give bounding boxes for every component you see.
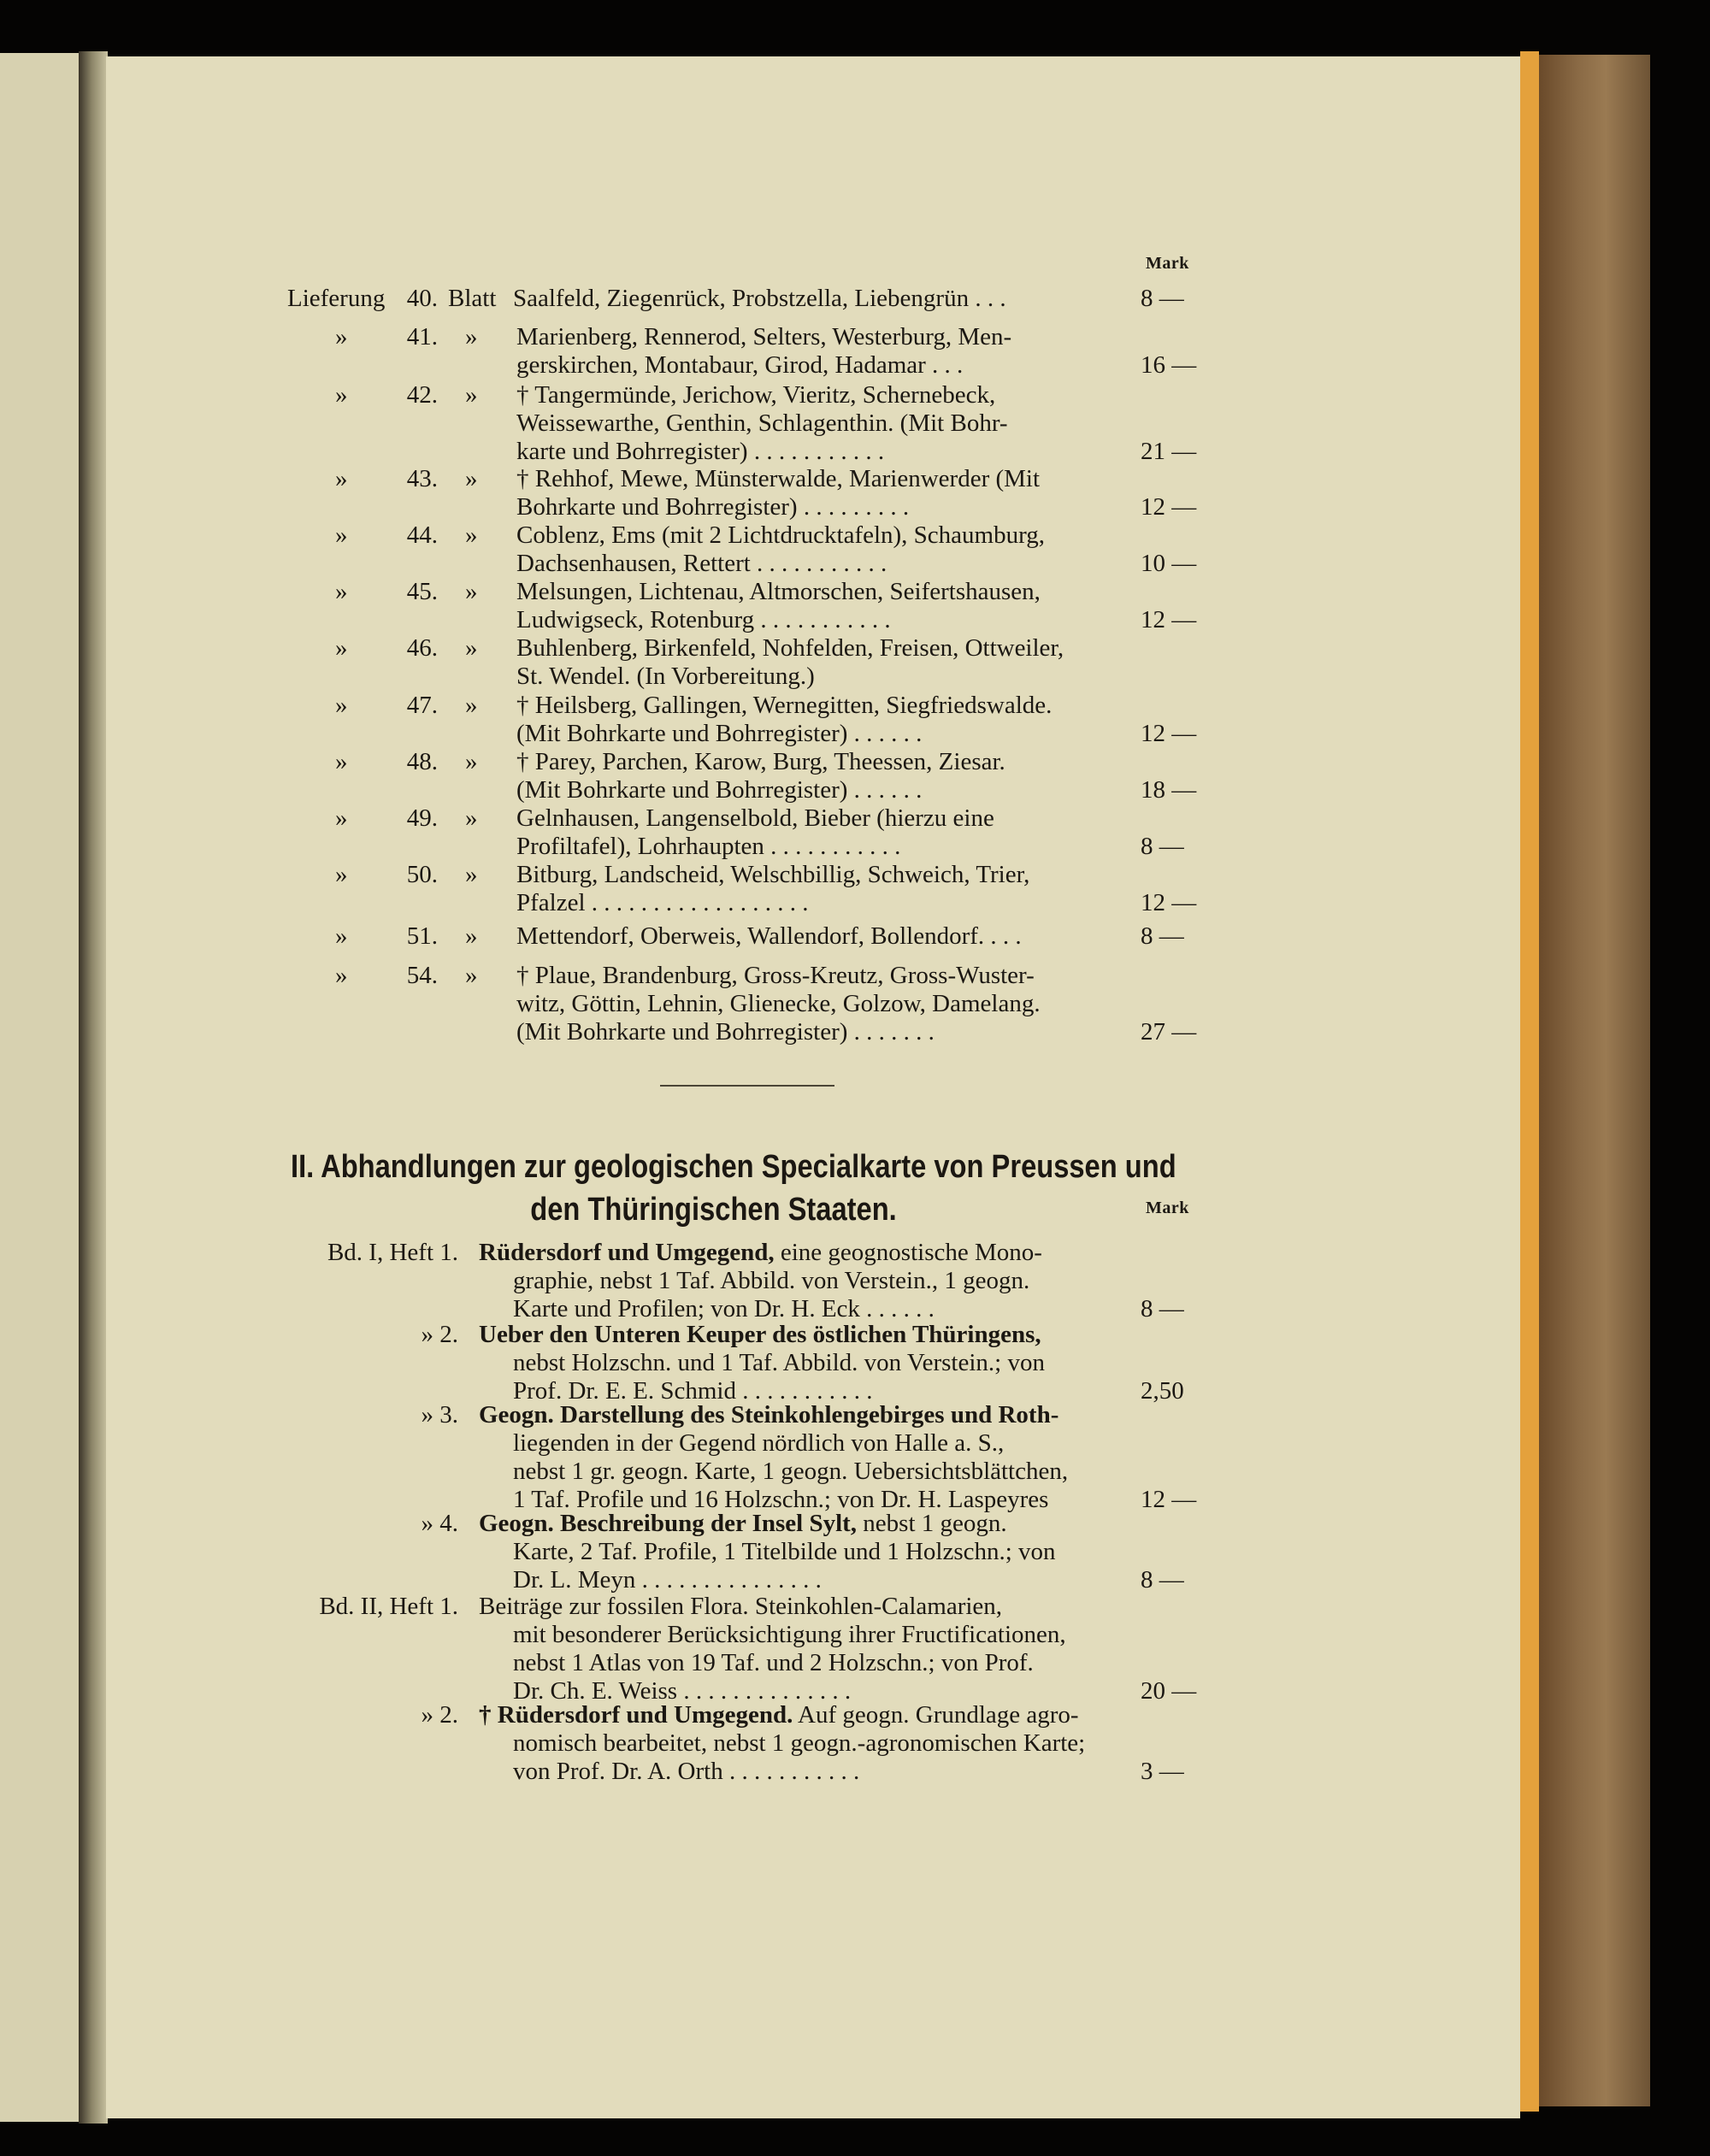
entry-text-line: Saalfeld, Ziegenrück, Probstzella, Liebengrün . . . bbox=[513, 285, 1006, 312]
book-cover-edge bbox=[1539, 55, 1650, 2106]
entry-text bbox=[479, 1401, 1129, 1514]
entry-text-line-content: graphie, nebst 1 Taf. Abbild. von Verstein., 1 geogn. bbox=[513, 1267, 1030, 1294]
entry-label: » bbox=[335, 521, 348, 549]
entry-label: » bbox=[335, 465, 348, 492]
entry-sheet-label: » bbox=[465, 748, 478, 775]
entry-text-line-content: nebst 1 gr. geogn. Karte, 1 geogn. Uebersichtsblättchen, bbox=[513, 1458, 1069, 1485]
entry-text-line: Bohrkarte und Bohrregister) . . . . . . . . . bbox=[516, 493, 910, 521]
page-edge-orange bbox=[1520, 51, 1539, 2112]
entry-text-line: Marienberg, Rennerod, Selters, Westerburg, Men- bbox=[516, 323, 1012, 350]
entry-label: » 4. bbox=[421, 1510, 458, 1537]
entry-sheet-label: » bbox=[465, 381, 478, 409]
mark-column-header-2: Mark bbox=[1146, 1199, 1189, 1217]
entry-label: » 3. bbox=[421, 1401, 458, 1428]
entry-title-bold: Geogn. Beschreibung der Insel Sylt, bbox=[479, 1510, 858, 1537]
entry-text-line: † Heilsberg, Gallingen, Wernegitten, Siegfriedswalde. bbox=[516, 692, 1053, 719]
entry-text-line bbox=[479, 1701, 1129, 1729]
entry-text bbox=[513, 285, 1113, 313]
entry-number: 47. bbox=[406, 692, 438, 719]
entry-sheet-label: » bbox=[465, 962, 478, 989]
entry-text-line bbox=[479, 1729, 1129, 1758]
entry-text-line-content: Auf geogn. Grundlage agro- bbox=[798, 1701, 1079, 1729]
entry-title-bold: Geogn. Darstellung des Steinkohlengebirges und Roth- bbox=[479, 1401, 1059, 1428]
entry-sheet-label: » bbox=[465, 521, 478, 549]
entry-text-line bbox=[479, 1538, 1129, 1566]
entry-text-line-content: mit besonderer Berücksichtigung ihrer Fructificationen, bbox=[513, 1621, 1066, 1648]
entry-sheet-label: » bbox=[465, 692, 478, 719]
entry-text-line bbox=[479, 1349, 1129, 1377]
entry-text-line: gerskirchen, Montabaur, Girod, Hadamar . . . bbox=[516, 351, 964, 379]
entry-sheet-label: » bbox=[465, 861, 478, 888]
entry-text-line-content: 1 Taf. Profile und 16 Holzschn.; von Dr. H. Laspeyres bbox=[513, 1486, 1049, 1513]
entry-text-line-content: nomisch bearbeitet, nebst 1 geogn.-agronomischen Karte; bbox=[513, 1729, 1086, 1757]
entry-price: 16 — bbox=[1141, 351, 1197, 379]
entry-text bbox=[479, 1593, 1129, 1705]
entry-text-line: St. Wendel. (In Vorbereitung.) bbox=[516, 663, 815, 690]
entry-text-line: (Mit Bohrkarte und Bohrregister) . . . . . . bbox=[516, 776, 923, 804]
entry-label: » bbox=[335, 922, 348, 950]
entry-price: 20 — bbox=[1141, 1677, 1197, 1705]
entry-label: » bbox=[335, 323, 348, 350]
entry-number: 41. bbox=[406, 323, 438, 350]
entry-text-line: Coblenz, Ems (mit 2 Lichtdrucktafeln), Schaumburg, bbox=[516, 521, 1045, 549]
entry-label: » 2. bbox=[421, 1701, 458, 1729]
entry-price: 3 — bbox=[1141, 1758, 1184, 1785]
entry-text bbox=[516, 465, 1117, 521]
entry-label: » bbox=[335, 578, 348, 605]
entry-text-line: Profiltafel), Lohrhaupten . . . . . . . . . . . bbox=[516, 833, 901, 860]
entry-text bbox=[516, 962, 1117, 1046]
entry-text-line: † Tangermünde, Jerichow, Vieritz, Schernebeck, bbox=[516, 381, 996, 409]
entry-number: 54. bbox=[406, 962, 438, 989]
entry-number: 42. bbox=[406, 381, 438, 409]
heading-line-2: den Thüringischen Staaten. bbox=[530, 1192, 897, 1228]
entry-text bbox=[516, 381, 1117, 466]
entry-label: » bbox=[335, 692, 348, 719]
entry-text-line bbox=[479, 1239, 1129, 1267]
entry-text bbox=[516, 634, 1117, 691]
entry-number: 40. bbox=[406, 285, 438, 312]
entry-text-line: Ludwigseck, Rotenburg . . . . . . . . . . . bbox=[516, 606, 891, 633]
entry-price: 18 — bbox=[1141, 776, 1197, 804]
entry-text-line-content: nebst Holzschn. und 1 Taf. Abbild. von Verstein.; von bbox=[513, 1349, 1045, 1376]
entry-text-line bbox=[479, 1621, 1129, 1649]
entry-label: Bd. I, Heft 1. bbox=[327, 1239, 458, 1266]
entry-text-line bbox=[479, 1510, 1129, 1538]
entry-text-line-content: eine geognostische Mono- bbox=[780, 1239, 1042, 1266]
entry-text bbox=[516, 323, 1117, 380]
entry-text bbox=[516, 748, 1117, 804]
entry-text-line-content: Beiträge zur fossilen Flora. Steinkohlen-Calamarien, bbox=[479, 1593, 1003, 1620]
entry-text-line: Dachsenhausen, Rettert . . . . . . . . . . . bbox=[516, 550, 887, 577]
entry-label: Bd. II, Heft 1. bbox=[319, 1593, 458, 1620]
entry-text-line: Melsungen, Lichtenau, Altmorschen, Seifertshausen, bbox=[516, 578, 1041, 605]
entry-text-line: Weissewarthe, Genthin, Schlagenthin. (Mit Bohr- bbox=[516, 409, 1008, 437]
entry-text-line-content: Dr. Ch. E. Weiss . . . . . . . . . . . . . . bbox=[513, 1677, 852, 1705]
entry-number: 48. bbox=[406, 748, 438, 775]
entry-text-line-content: von Prof. Dr. A. Orth . . . . . . . . . . . bbox=[513, 1758, 860, 1785]
entry-text bbox=[479, 1510, 1129, 1594]
entry-text-line bbox=[479, 1593, 1129, 1621]
entry-text-line: witz, Göttin, Lehnin, Glienecke, Golzow, Damelang. bbox=[516, 990, 1041, 1017]
entry-text-line: Bitburg, Landscheid, Welschbillig, Schweich, Trier, bbox=[516, 861, 1030, 888]
entry-price: 8 — bbox=[1141, 922, 1184, 950]
entry-text-line bbox=[479, 1321, 1129, 1349]
entry-price: 12 — bbox=[1141, 889, 1197, 916]
entry-number: 49. bbox=[406, 804, 438, 832]
entry-price: 2,50 bbox=[1141, 1377, 1184, 1405]
entry-text-line-content: Karte und Profilen; von Dr. H. Eck . . . . . . bbox=[513, 1295, 935, 1322]
entry-text-line: Gelnhausen, Langenselbold, Bieber (hierzu eine bbox=[516, 804, 994, 832]
entry-text-line bbox=[479, 1566, 1129, 1594]
entry-sheet-label: » bbox=[465, 634, 478, 662]
entry-number: 45. bbox=[406, 578, 438, 605]
entry-number: 46. bbox=[406, 634, 438, 662]
entry-text bbox=[516, 922, 1117, 951]
entry-title-bold: Rüdersdorf und Umgegend, bbox=[479, 1239, 775, 1266]
entry-number: 50. bbox=[406, 861, 438, 888]
entry-text bbox=[516, 521, 1117, 578]
entry-sheet-label: » bbox=[465, 578, 478, 605]
entry-price: 27 — bbox=[1141, 1018, 1197, 1046]
entry-label: » bbox=[335, 861, 348, 888]
entry-price: 8 — bbox=[1141, 1566, 1184, 1593]
entry-text-line-content: nebst 1 geogn. bbox=[863, 1510, 1007, 1537]
previous-page-edge bbox=[0, 53, 79, 2122]
entry-text-line: karte und Bohrregister) . . . . . . . . . . . bbox=[516, 438, 885, 465]
entry-text bbox=[516, 578, 1117, 634]
entry-number: 51. bbox=[406, 922, 438, 950]
entry-text-line bbox=[479, 1267, 1129, 1295]
entry-price: 8 — bbox=[1141, 285, 1184, 312]
entry-text-line: Mettendorf, Oberweis, Wallendorf, Bollendorf. . . . bbox=[516, 922, 1022, 950]
entry-label: » 2. bbox=[421, 1321, 458, 1348]
entry-text-line-content: liegenden in der Gegend nördlich von Halle a. S., bbox=[513, 1429, 1005, 1457]
entry-price: 8 — bbox=[1141, 1295, 1184, 1322]
entry-sheet-label: » bbox=[465, 804, 478, 832]
mark-column-header-1: Mark bbox=[1146, 254, 1189, 273]
entry-text-line bbox=[479, 1401, 1129, 1429]
entry-text-line: (Mit Bohrkarte und Bohrregister) . . . . . . bbox=[516, 720, 923, 747]
entry-price: 12 — bbox=[1141, 606, 1197, 633]
entry-text bbox=[479, 1321, 1129, 1405]
entry-text bbox=[479, 1239, 1129, 1323]
entry-text-line bbox=[479, 1758, 1129, 1786]
entry-title-bold: Ueber den Unteren Keuper des östlichen Thüringens, bbox=[479, 1321, 1041, 1348]
entry-price: 21 — bbox=[1141, 438, 1197, 465]
entry-price: 12 — bbox=[1141, 720, 1197, 747]
entry-price: 12 — bbox=[1141, 1486, 1197, 1513]
entry-sheet-label: » bbox=[465, 922, 478, 950]
entry-text-line: Buhlenberg, Birkenfeld, Nohfelden, Freisen, Ottweiler, bbox=[516, 634, 1064, 662]
entry-sheet-label: » bbox=[465, 323, 478, 350]
entry-text-line-content: Prof. Dr. E. E. Schmid . . . . . . . . . . . bbox=[513, 1377, 873, 1405]
entry-text-line: (Mit Bohrkarte und Bohrregister) . . . . . . . bbox=[516, 1018, 935, 1046]
entry-label: » bbox=[335, 748, 348, 775]
entry-label: » bbox=[335, 381, 348, 409]
entry-price: 12 — bbox=[1141, 493, 1197, 521]
book-gutter bbox=[79, 51, 108, 2124]
entry-label: » bbox=[335, 962, 348, 989]
entry-text-line bbox=[479, 1295, 1129, 1323]
entry-text-line-content: nebst 1 Atlas von 19 Taf. und 2 Holzschn.; von Prof. bbox=[513, 1649, 1034, 1676]
entry-text-line bbox=[479, 1429, 1129, 1458]
entry-text bbox=[516, 804, 1117, 861]
entry-sheet-label: » bbox=[465, 465, 478, 492]
entry-text-line: † Rehhof, Mewe, Münsterwalde, Marienwerder (Mit bbox=[516, 465, 1041, 492]
entry-title-bold: † Rüdersdorf und Umgegend. bbox=[479, 1701, 793, 1729]
heading-line-1: II. Abhandlungen zur geologischen Specialkarte von Preussen und bbox=[291, 1149, 1176, 1185]
entry-text-line bbox=[479, 1649, 1129, 1677]
entry-text-line: † Parey, Parchen, Karow, Burg, Theessen, Ziesar. bbox=[516, 748, 1005, 775]
entry-text-line: † Plaue, Brandenburg, Gross-Kreutz, Gross-Wuster- bbox=[516, 962, 1035, 989]
entry-label: » bbox=[335, 634, 348, 662]
entry-label: » bbox=[335, 804, 348, 832]
entry-text-line-content: Dr. L. Meyn . . . . . . . . . . . . . . . bbox=[513, 1566, 822, 1593]
entry-text bbox=[516, 861, 1117, 917]
entry-price: 10 — bbox=[1141, 550, 1197, 577]
entry-text-line bbox=[479, 1458, 1129, 1486]
entry-text-line-content: Karte, 2 Taf. Profile, 1 Titelbilde und 1 Holzschn.; von bbox=[513, 1538, 1056, 1565]
entry-label: Lieferung bbox=[287, 285, 386, 312]
entry-price: 8 — bbox=[1141, 833, 1184, 860]
entry-number: 44. bbox=[406, 521, 438, 549]
section-divider bbox=[660, 1085, 834, 1087]
entry-sheet-label: Blatt bbox=[448, 285, 497, 312]
entry-number: 43. bbox=[406, 465, 438, 492]
entry-text bbox=[516, 692, 1117, 748]
entry-text bbox=[479, 1701, 1129, 1786]
entry-text-line: Pfalzel . . . . . . . . . . . . . . . . . . bbox=[516, 889, 809, 916]
